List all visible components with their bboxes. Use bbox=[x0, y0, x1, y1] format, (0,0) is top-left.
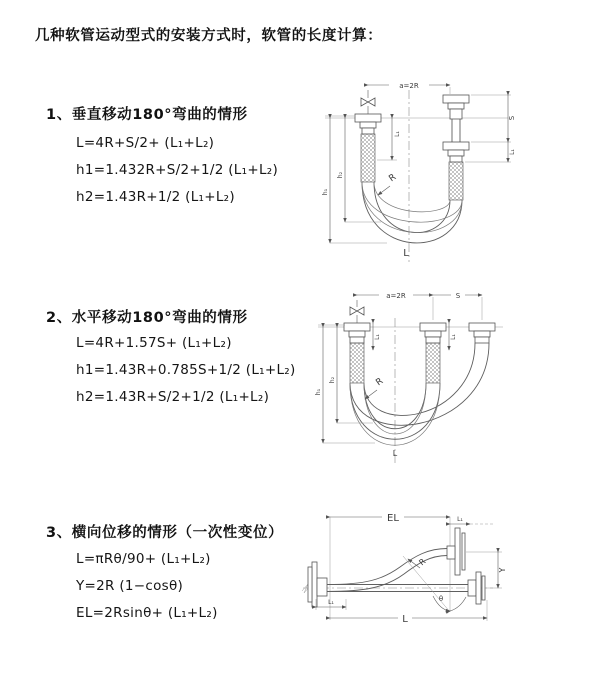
diagram-lateral-displacement bbox=[300, 500, 600, 645]
hose-u-curves bbox=[350, 343, 489, 445]
dimension-a-2r bbox=[357, 292, 433, 300]
formula-line: L=πRθ/90+ (L₁+L₂) bbox=[76, 551, 211, 567]
flange-left bbox=[355, 114, 381, 134]
formula-line: EL=2Rsinθ+ (L₁+L₂) bbox=[76, 605, 218, 621]
label-r: R bbox=[374, 376, 386, 389]
dim-label-el: EL bbox=[387, 513, 399, 524]
dim-label-l1: L₁ bbox=[509, 149, 516, 155]
dim-label-s: S bbox=[508, 115, 516, 121]
dim-label-s: S bbox=[455, 292, 461, 300]
formula-line: L=4R+1.57S+ (L₁+L₂) bbox=[76, 335, 232, 351]
dimension-l1-bottom bbox=[316, 599, 346, 610]
label-l: L bbox=[392, 449, 398, 458]
dim-label-l1: L₁ bbox=[457, 516, 463, 523]
dim-label-a2r: a=2R bbox=[386, 292, 406, 300]
formula-line: L=4R+S/2+ (L₁+L₂) bbox=[76, 135, 215, 151]
page-title: 几种软管运动型式的安装方式时，软管的长度计算： bbox=[35, 28, 383, 44]
dim-label-l1: L₁ bbox=[374, 334, 381, 340]
radius-label bbox=[408, 557, 428, 568]
dim-label-l1: L₁ bbox=[328, 599, 334, 606]
dimension-s bbox=[433, 292, 482, 320]
dimension-s bbox=[465, 95, 516, 162]
dim-label-l1: L₁ bbox=[450, 334, 457, 340]
section-2-formulas bbox=[76, 330, 296, 411]
dimension-h1 bbox=[315, 325, 375, 443]
hose-s-curve bbox=[327, 549, 447, 592]
dim-label-h1: h₁ bbox=[322, 188, 329, 196]
valve-icon bbox=[350, 300, 364, 323]
dimension-l1-left bbox=[377, 118, 401, 160]
dim-label-l1: L₁ bbox=[394, 131, 401, 137]
dimension-l1-top bbox=[450, 516, 494, 524]
flange-right-upper bbox=[443, 95, 469, 119]
dim-label-a2r: a=2R bbox=[399, 82, 419, 90]
section-1-formulas bbox=[76, 130, 278, 211]
dim-label-l: L bbox=[402, 614, 408, 625]
dimension-el bbox=[330, 513, 450, 620]
radius-label bbox=[378, 172, 398, 195]
dim-label-h2: h₂ bbox=[337, 171, 344, 179]
formula-line: h2=1.43R+1/2 (L₁+L₂) bbox=[76, 189, 235, 205]
section-1-heading: 1、垂直移动180°弯曲的情形 bbox=[46, 107, 248, 123]
flange-middle bbox=[420, 323, 446, 343]
label-theta: θ bbox=[438, 595, 444, 603]
formula-line: h2=1.43R+S/2+1/2 (L₁+L₂) bbox=[76, 389, 270, 405]
braided-hose-left bbox=[350, 343, 364, 383]
formula-line: h1=1.432R+S/2+1/2 (L₁+L₂) bbox=[76, 162, 279, 178]
diagram-vertical-180-bend bbox=[315, 70, 590, 270]
diagram-horizontal-180-bend bbox=[315, 280, 600, 475]
flange-right bbox=[469, 323, 495, 343]
dimension-l bbox=[330, 600, 487, 625]
hose-u-curves bbox=[362, 182, 462, 243]
section-3-heading: 3、横向位移的情形（一次性变位） bbox=[46, 525, 284, 541]
dimension-h1 bbox=[322, 116, 387, 243]
flange-left bbox=[308, 562, 327, 607]
section-3-formulas bbox=[76, 546, 218, 627]
flange-left bbox=[344, 323, 370, 343]
label-r: R bbox=[387, 172, 399, 185]
dim-label-y: Y bbox=[498, 567, 507, 573]
label-r: R bbox=[417, 556, 428, 568]
flange-right bbox=[468, 572, 485, 604]
dim-label-h2: h₂ bbox=[329, 376, 336, 384]
valve-icon bbox=[361, 90, 375, 114]
flange-upper-right bbox=[447, 528, 465, 575]
radius-label bbox=[365, 376, 385, 399]
formula-line: h1=1.43R+0.785S+1/2 (L₁+L₂) bbox=[76, 362, 296, 378]
section-2-heading: 2、水平移动180°弯曲的情形 bbox=[46, 310, 248, 326]
formula-line: Y=2R (1−cosθ) bbox=[76, 578, 184, 594]
dim-label-h1: h₁ bbox=[315, 388, 322, 396]
braided-hose-right bbox=[449, 162, 463, 200]
flange-right-lower bbox=[443, 142, 469, 162]
label-l: L bbox=[403, 248, 409, 259]
braided-hose-middle bbox=[426, 343, 440, 383]
braided-hose-left bbox=[361, 134, 375, 182]
